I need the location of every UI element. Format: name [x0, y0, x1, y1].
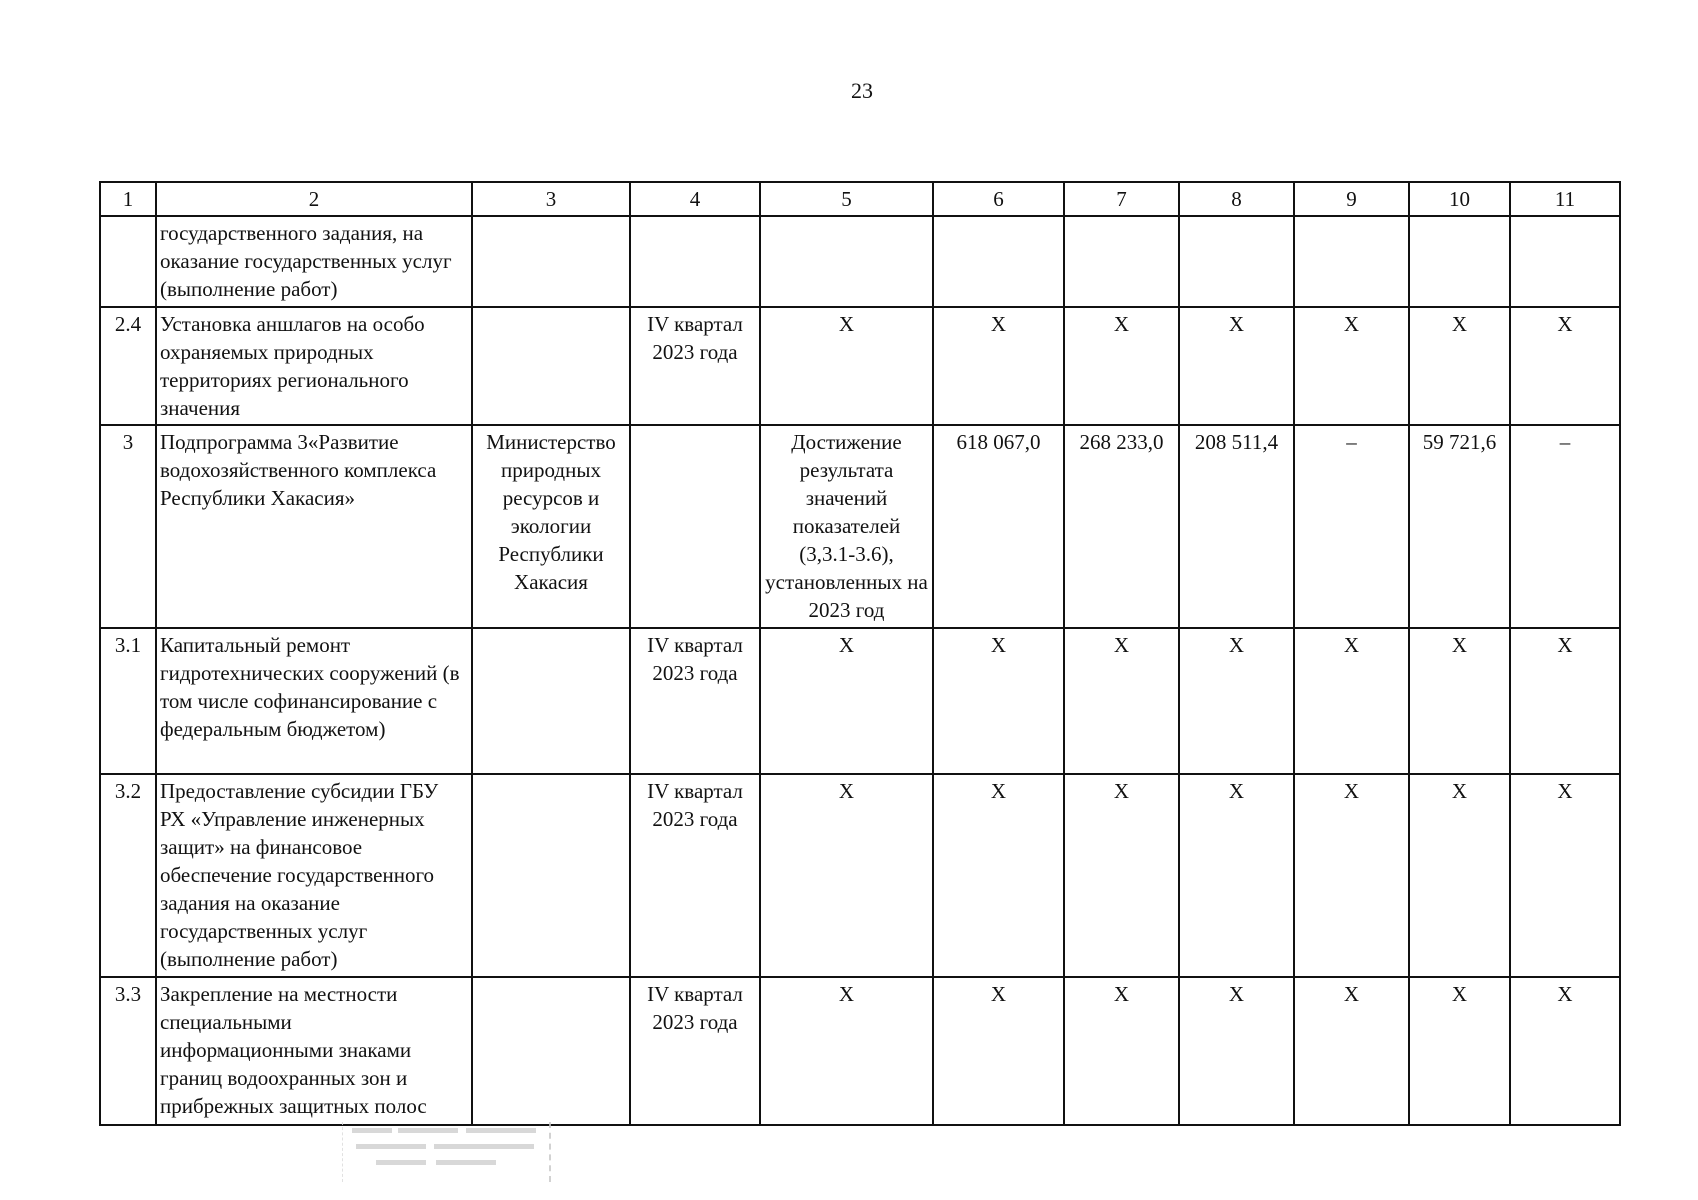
result-cell: Х: [760, 977, 933, 1125]
executor-cell: [472, 977, 630, 1125]
value-cell: [1179, 216, 1294, 307]
value-cell: Х: [1510, 628, 1620, 774]
stamp-marks: [346, 1122, 546, 1180]
table-row: [100, 628, 1620, 774]
table-row: [100, 977, 1620, 1125]
value-cell: [1409, 216, 1510, 307]
event-name-cell: Капитальный ремонт гидротехнических сооружений (в том числе софинансирование с федеральным бюджетом): [156, 628, 472, 774]
value-cell: Х: [933, 774, 1064, 977]
table-row: [100, 425, 1620, 628]
deadline-cell: IV квартал 2023 года: [630, 977, 760, 1125]
executor-cell: [472, 216, 630, 307]
result-cell: Х: [760, 628, 933, 774]
row-number-cell: 3: [100, 425, 156, 628]
table-header-row: [100, 182, 1620, 216]
result-cell: [760, 216, 933, 307]
row-number-cell: 3.2: [100, 774, 156, 977]
header-cell: 11: [1510, 182, 1620, 216]
executor-cell: Министерство природных ресурсов и экологии Республики Хакасия: [472, 425, 630, 628]
table-row: [100, 774, 1620, 977]
value-cell: Х: [933, 977, 1064, 1125]
value-cell: Х: [1294, 307, 1409, 425]
value-cell: Х: [1294, 628, 1409, 774]
value-cell: Х: [1294, 774, 1409, 977]
table-row: [100, 216, 1620, 307]
value-cell: 59 721,6: [1409, 425, 1510, 628]
value-cell: 618 067,0: [933, 425, 1064, 628]
value-cell: [1510, 216, 1620, 307]
row-number-cell: 2.4: [100, 307, 156, 425]
value-cell: Х: [1179, 628, 1294, 774]
header-cell: 8: [1179, 182, 1294, 216]
header-cell: 1: [100, 182, 156, 216]
executor-cell: [472, 628, 630, 774]
value-cell: Х: [1179, 774, 1294, 977]
value-cell: Х: [1510, 977, 1620, 1125]
row-number-cell: [100, 216, 156, 307]
header-cell: 4: [630, 182, 760, 216]
executor-cell: [472, 774, 630, 977]
deadline-cell: [630, 425, 760, 628]
header-cell: 10: [1409, 182, 1510, 216]
deadline-cell: IV квартал 2023 года: [630, 307, 760, 425]
value-cell: [1064, 216, 1179, 307]
value-cell: –: [1294, 425, 1409, 628]
value-cell: Х: [933, 307, 1064, 425]
event-name-cell: Подпрограмма 3«Развитие водохозяйственного комплекса Республики Хакасия»: [156, 425, 472, 628]
executor-cell: [472, 307, 630, 425]
event-name-cell: Предоставление субсидии ГБУ РХ «Управление инженерных защит» на финансовое обеспечение государственного задания на оказание государственных услуг (выполнение работ): [156, 774, 472, 977]
event-name-cell: Установка аншлагов на особо охраняемых природных территориях регионального значения: [156, 307, 472, 425]
deadline-cell: IV квартал 2023 года: [630, 774, 760, 977]
table-row: [100, 307, 1620, 425]
header-cell: 7: [1064, 182, 1179, 216]
result-cell: Достижение результата значений показателей (3,3.1-3.6), установленных на 2023 год: [760, 425, 933, 628]
value-cell: Х: [1409, 774, 1510, 977]
faded-stamp-image: [342, 1122, 551, 1182]
value-cell: 268 233,0: [1064, 425, 1179, 628]
page-number: 23: [851, 78, 873, 103]
value-cell: [1294, 216, 1409, 307]
value-cell: Х: [1179, 307, 1294, 425]
header-cell: 3: [472, 182, 630, 216]
program-table: [99, 181, 1621, 1126]
event-name-cell: государственного задания, на оказание государственных услуг (выполнение работ): [156, 216, 472, 307]
value-cell: –: [1510, 425, 1620, 628]
header-cell: 9: [1294, 182, 1409, 216]
event-name-cell: Закрепление на местности специальными информационными знаками границ водоохранных зон и прибрежных защитных полос: [156, 977, 472, 1125]
value-cell: Х: [1510, 774, 1620, 977]
value-cell: Х: [1294, 977, 1409, 1125]
result-cell: Х: [760, 307, 933, 425]
value-cell: Х: [1064, 628, 1179, 774]
value-cell: [933, 216, 1064, 307]
header-cell: 6: [933, 182, 1064, 216]
header-cell: 2: [156, 182, 472, 216]
deadline-cell: [630, 216, 760, 307]
value-cell: Х: [1409, 628, 1510, 774]
result-cell: Х: [760, 774, 933, 977]
row-number-cell: 3.1: [100, 628, 156, 774]
value-cell: 208 511,4: [1179, 425, 1294, 628]
row-number-cell: 3.3: [100, 977, 156, 1125]
value-cell: Х: [933, 628, 1064, 774]
value-cell: Х: [1510, 307, 1620, 425]
value-cell: Х: [1179, 977, 1294, 1125]
value-cell: Х: [1064, 307, 1179, 425]
value-cell: Х: [1409, 307, 1510, 425]
value-cell: Х: [1064, 977, 1179, 1125]
deadline-cell: IV квартал 2023 года: [630, 628, 760, 774]
value-cell: Х: [1409, 977, 1510, 1125]
value-cell: Х: [1064, 774, 1179, 977]
header-cell: 5: [760, 182, 933, 216]
